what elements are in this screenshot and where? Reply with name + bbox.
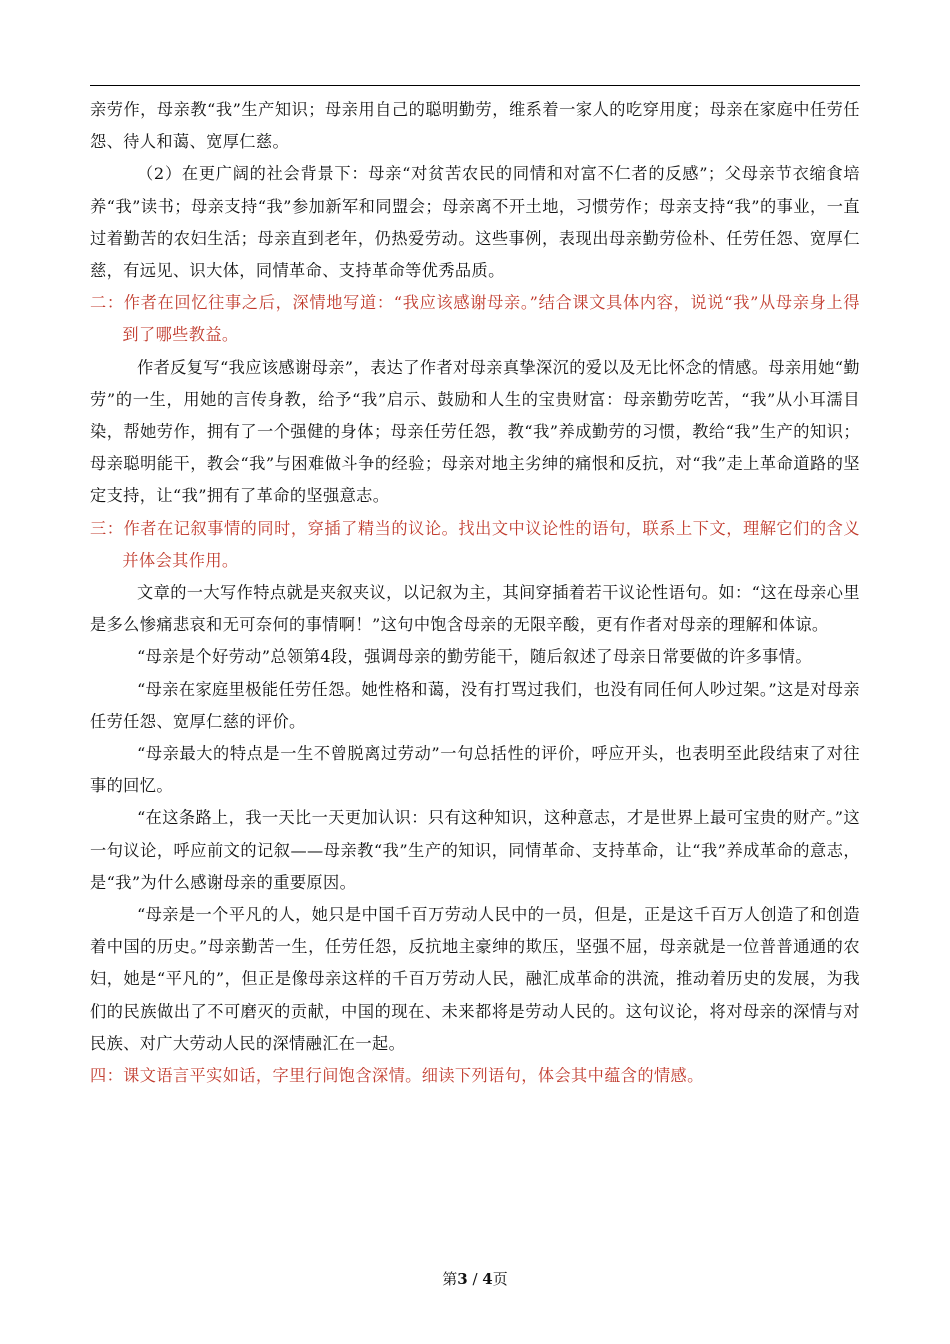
page-prefix: 第 [442, 1270, 458, 1288]
question-3: 三：作者在记叙事情的同时，穿插了精当的议论。找出文中议论性的语句，联系上下文，理解它们的含义并体会其作用。 [90, 518, 860, 570]
page-separator: / [467, 1270, 483, 1288]
paragraph-continued: 亲劳作，母亲教“我”生产知识；母亲用自己的聪明勤劳，维系着一家人的吃穿用度；母亲在家庭中任劳任怨、待人和蔼、宽厚仁慈。 [90, 100, 860, 152]
paragraph-answer-2: 作者反复写“我应该感谢母亲”，表达了作者对母亲真挚深沉的爱以及无比怀念的情感。母亲用她“勤劳”的一生，用她的言传身教，给予“我”启示、鼓励和人生的宝贵财富：母亲勤劳吃苦，“我”从小耳濡目染，帮她劳作，拥有了一个强健的身体；母亲任劳任怨，教“我”养成勤劳的习惯，教给“我”生产的知识；母亲聪明能干，教会“我”与困难做斗争的经验；母亲对地主劣绅的痛恨和反抗，对“我”走上革命道路的坚定支持，让“我”拥有了革命的坚强意志。 [90, 357, 860, 506]
document-body [90, 94, 860, 1092]
paragraph-answer-3-item-1: “母亲是个好劳动”总领第4段，强调母亲的勤劳能干，随后叙述了母亲日常要做的许多事情。 [136, 647, 812, 667]
paragraph-answer-3-intro: 文章的一大写作特点就是夹叙夹议，以记叙为主，其间穿插着若干议论性语句。如：“这在母亲心里是多么惨痛悲哀和无可奈何的事情啊！”这句中饱含母亲的无限辛酸，更有作者对母亲的理解和体谅。 [90, 583, 860, 635]
page-suffix: 页 [492, 1270, 508, 1288]
page-total: 4 [482, 1270, 493, 1288]
page-number: 3 [457, 1270, 468, 1288]
header-rule [90, 85, 860, 86]
question-4: 四：课文语言平实如话，字里行间饱含深情。细读下列语句，体会其中蕴含的情感。 [90, 1066, 704, 1086]
question-2: 二：作者在回忆往事之后，深情地写道：“我应该感谢母亲。”结合课文具体内容，说说“我”从母亲身上得到了哪些教益。 [90, 293, 860, 345]
paragraph-answer-3-item-2: “母亲在家庭里极能任劳任怨。她性格和蔼，没有打骂过我们，也没有同任何人吵过架。”这是对母亲任劳任怨、宽厚仁慈的评价。 [90, 679, 860, 731]
paragraph-answer-3-item-4: “在这条路上，我一天比一天更加认识：只有这种知识，这种意志，才是世界上最可宝贵的财产。”这一句议论，呼应前文的记叙——母亲教“我”生产的知识，同情革命、支持革命，让“我”养成革命的意志，是“我”为什么感谢母亲的重要原因。 [90, 808, 860, 892]
paragraph-answer-1-part-2: （2）在更广阔的社会背景下：母亲“对贫苦农民的同情和对富不仁者的反感”；父母亲节衣缩食培养“我”读书；母亲支持“我”参加新军和同盟会；母亲离不开土地，习惯劳作；母亲支持“我”的事业，一直过着勤苦的农妇生活；母亲直到老年，仍热爱劳动。这些事例，表现出母亲勤劳俭朴、任劳任怨、宽厚仁慈，有远见、识大体，同情革命、支持革命等优秀品质。 [90, 164, 860, 281]
paragraph-answer-3-item-5: “母亲是一个平凡的人，她只是中国千百万劳动人民中的一员，但是，正是这千百万人创造了和创造着中国的历史。”母亲勤苦一生，任劳任怨，反抗地主豪绅的欺压，坚强不屈，母亲就是一位普普通通的农妇，她是“平凡的”，但正是像母亲这样的千百万劳动人民，融汇成革命的洪流，推动着历史的发展，为我们的民族做出了不可磨灭的贡献，中国的现在、未来都将是劳动人民的。这句议论，将对母亲的深情与对民族、对广大劳动人民的深情融汇在一起。 [90, 905, 860, 1053]
paragraph-answer-3-item-3: “母亲最大的特点是一生不曾脱离过劳动”一句总括性的评价，呼应开头，也表明至此段结束了对往事的回忆。 [90, 744, 860, 796]
page-footer [0, 1268, 950, 1289]
